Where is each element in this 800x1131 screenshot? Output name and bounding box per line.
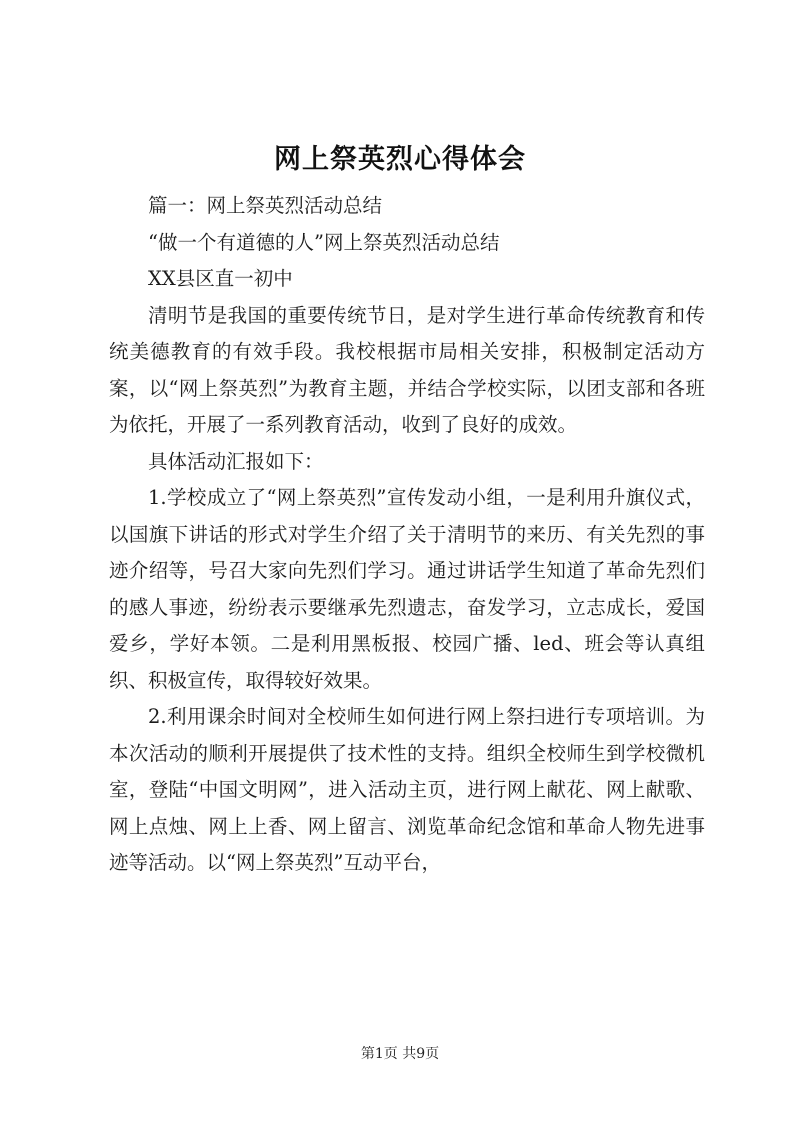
document-body bbox=[109, 188, 705, 882]
paragraph-author: XX县区直一初中 bbox=[148, 267, 293, 290]
paragraph-intro: 清明节是我国的重要传统节日，是对学生进行革命传统教育和传统美德教育的有效手段。我校根据市局相关安排，积极制定活动方案，以“网上祭英烈”为教育主题，并结合学校实际，以团支部和各班为依托，开展了一系列教育活动，收到了良好的成效。 bbox=[109, 303, 705, 436]
paragraph-item-2: 2.利用课余时间对全校师生如何进行网上祭扫进行专项培训。为本次活动的顺利开展提供了技术性的支持。组织全校师生到学校微机室，登陆“中国文明网”，进入活动主页，进行网上献花、网上献歌、网上点烛、网上上香、网上留言、浏览革命纪念馆和革命人物先进事迹等活动。以“网上祭英烈”互动平台， bbox=[109, 705, 705, 874]
paragraph-report-heading: 具体活动汇报如下： bbox=[148, 449, 324, 473]
paragraph-section-heading: 篇一：网上祭英烈活动总结 bbox=[148, 194, 383, 217]
document-title: 网上祭英烈心得体会 bbox=[274, 144, 526, 175]
paragraph-item-1: 1.学校成立了“网上祭英烈”宣传发动小组，一是利用升旗仪式，以国旗下讲话的形式对学生介绍了关于清明节的来历、有关先烈的事迹介绍等，号召大家向先烈们学习。通过讲话学生知道了革命先烈们的感人事迹，纷纷表示要继承先烈遗志，奋发学习，立志成长，爱国爱乡，学好本领。二是利用黑板报、校园广播、led、班会等认真组织、积极宣传，取得较好效果。 bbox=[109, 486, 705, 692]
page-footer: 第1页 共9页 bbox=[360, 1046, 440, 1062]
paragraph-subtitle: “做一个有道德的人”网上祭英烈活动总结 bbox=[148, 230, 500, 254]
